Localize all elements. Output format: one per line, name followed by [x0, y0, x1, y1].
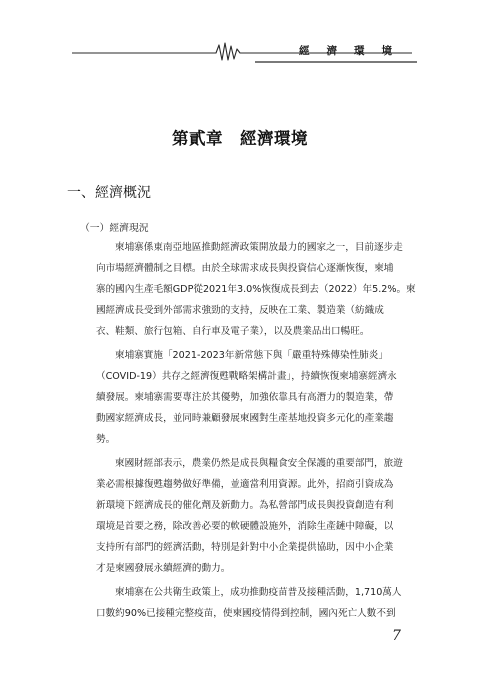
paragraph: [96, 582, 420, 624]
section-heading: 一、經濟概況: [67, 185, 151, 201]
paragraph-line: （COVID-19）共存之經濟復甦戰略架構計畫」，持續恢復柬埔寨經濟永: [96, 371, 397, 382]
paragraph-line: 寨的國內生產毛額GDP從2021年3.0%恢復成長到去（2022）年5.2%。柬: [96, 284, 416, 295]
paragraph-line: 業必需根據復甦趨勢做好準備，並適當利用資源。此外，招商引資成為: [96, 479, 394, 490]
running-header: [72, 40, 417, 64]
sub-heading: （一）經濟現況: [80, 223, 149, 234]
paragraph-line: 動國家經濟成長，並同時兼顧發展柬國對生產基地投資多元化的產業趨: [96, 413, 394, 424]
page-number: 7: [392, 628, 401, 644]
paragraph-line: 續發展。柬埔寨需要專注於其優勢，加強依靠具有高潛力的製造業，帶: [96, 392, 394, 403]
paragraph-line: 新環境下經濟成長的催化劑及新動力。為私營部門成長與投資創造有利: [96, 500, 394, 511]
paragraph: [96, 453, 420, 579]
paragraph: [96, 237, 420, 342]
paragraph-line: 柬埔寨在公共衛生政策上，成功推動疫苗普及接種活動，1,710萬人: [115, 587, 402, 598]
paragraph-line: 國經濟成長受到外部需求強勁的支持，反映在工業、製造業（紡織成: [96, 305, 384, 316]
header-label: 經濟環境: [299, 44, 409, 57]
paragraph-line: 環境是首要之務，除改善必要的軟硬體設施外，消除生產鏈中障礙，以: [96, 521, 394, 532]
paragraph-line: 柬埔寨係東南亞地區推動經濟政策開放最力的國家之一，目前逐步走: [115, 242, 403, 253]
paragraph-line: 才是柬國發展永續經濟的動力。: [96, 563, 231, 574]
paragraph-line: 口數約90%已接種完整疫苗，使柬國疫情得到控制，國內死亡人數不到: [96, 608, 396, 619]
paragraph-line: 支持所有部門的經濟活動，特別是針對中小企業提供協助，因中小企業: [96, 542, 394, 553]
body-text: [96, 237, 420, 627]
paragraph-line: 勢。: [96, 434, 116, 445]
paragraph-line: 衣、鞋類、旅行包箱、自行車及電子業），以及農業品出口暢旺。: [96, 326, 370, 337]
chapter-title: 第貳章 經濟環境: [172, 129, 308, 148]
paragraph: [96, 345, 420, 450]
paragraph-line: 向市場經濟體制之目標。由於全球需求成長與投資信心逐漸恢復，柬埔: [96, 263, 394, 274]
paragraph-line: 柬國財經部表示，農業仍然是成長與糧食安全保護的重要部門，旅遊: [115, 458, 403, 469]
paragraph-line: 柬埔寨實施「2021-2023年新常態下與「嚴重特殊傳染性肺炎」: [115, 350, 388, 361]
